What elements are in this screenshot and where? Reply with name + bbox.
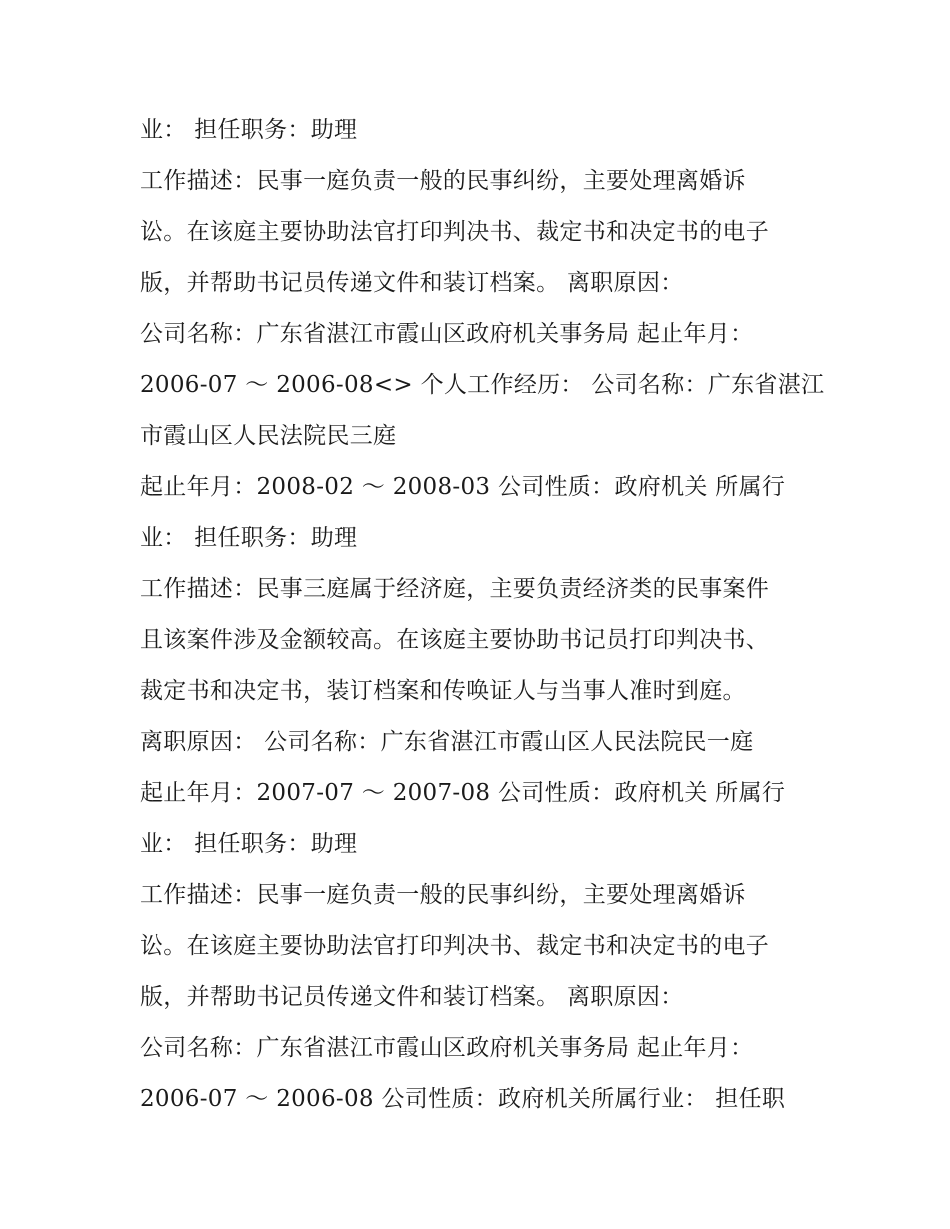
text-line: 裁定书和决定书，装订档案和传唤证人与当事人准时到庭。 (140, 678, 746, 704)
text-line: 起止年月：2008-02 ～ 2008-03 公司性质：政府机关 所属行 (140, 474, 786, 500)
text-line: 且该案件涉及金额较高。在该庭主要协助书记员打印判决书、 (140, 627, 770, 653)
text-line: 工作描述：民事一庭负责一般的民事纠纷，主要处理离婚诉 (140, 882, 746, 908)
text-line: 2006-07 ～ 2006-08<> 个人工作经历： 公司名称：广东省湛江 (140, 372, 825, 398)
text-line: 公司名称：广东省湛江市霞山区政府机关事务局 起止年月： (140, 321, 754, 347)
text-line: 讼。在该庭主要协助法官打印判决书、裁定书和决定书的电子 (140, 219, 770, 245)
text-line: 业： 担任职务：助理 (140, 525, 358, 551)
text-line: 2006-07 ～ 2006-08 公司性质：政府机关所属行业： 担任职 (140, 1086, 786, 1112)
body-text (140, 108, 830, 1128)
text-line: 讼。在该庭主要协助法官打印判决书、裁定书和决定书的电子 (140, 933, 770, 959)
text-line: 工作描述：民事三庭属于经济庭，主要负责经济类的民事案件 (140, 576, 770, 602)
text-line: 业： 担任职务：助理 (140, 117, 358, 143)
text-line: 市霞山区人民法院民三庭 (140, 423, 397, 449)
text-line: 业： 担任职务：助理 (140, 831, 358, 857)
text-line: 起止年月：2007-07 ～ 2007-08 公司性质：政府机关 所属行 (140, 780, 786, 806)
text-line: 版，并帮助书记员传递文件和装订档案。 离职原因： (140, 984, 684, 1010)
text-line: 工作描述：民事一庭负责一般的民事纠纷，主要处理离婚诉 (140, 168, 746, 194)
text-line: 版，并帮助书记员传递文件和装订档案。 离职原因： (140, 270, 684, 296)
text-line: 离职原因： 公司名称：广东省湛江市霞山区人民法院民一庭 (140, 729, 754, 755)
text-line: 公司名称：广东省湛江市霞山区政府机关事务局 起止年月： (140, 1035, 754, 1061)
